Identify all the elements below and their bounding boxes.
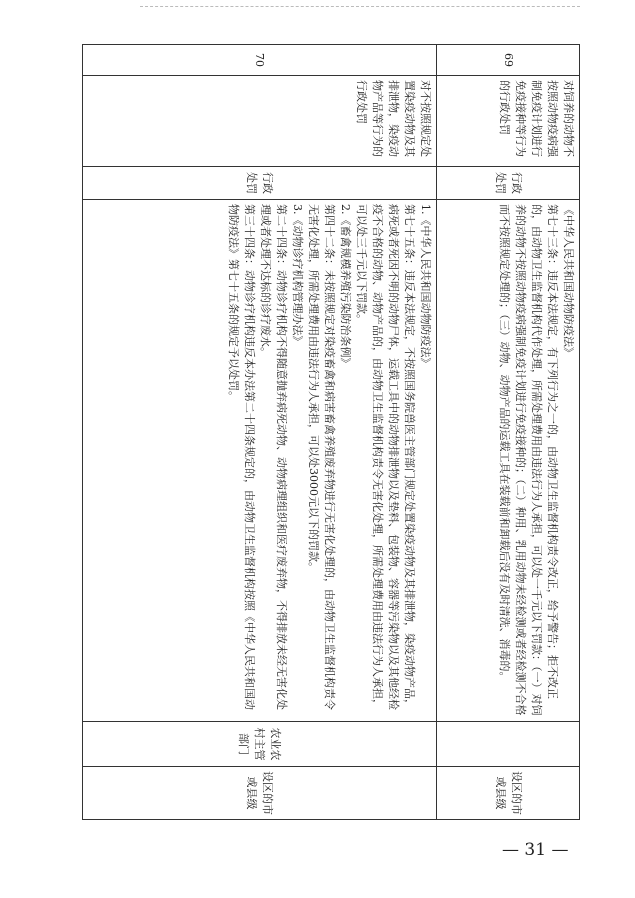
item-type: 行政处罚 [83,167,437,200]
row-number: 70 [83,45,437,76]
basis-line: 3.《动物诊疗机构管理办法》 [290,204,304,347]
legal-basis [83,200,437,722]
level: 设区的市或县级 [436,767,579,820]
item-type: 行政处罚 [436,167,579,200]
item-name: 对不按照规定处置染疫动物及其排泄物，染疫动物产品等行为的行政处罚 [83,76,437,167]
department: 农业农村主管部门 [83,722,437,767]
row-number: 69 [436,45,579,76]
penalty-table [82,44,580,820]
page-number: — 31 — [502,840,569,860]
basis-line: 第三十四条：动物诊疗机构违反本办法第二十四条规定的，由动物卫生监督机构按照《中华人民共和国动物防疫法》第七十五条的规定予以处罚。 [226,204,256,710]
department [436,722,579,767]
basis-line: 第七十三条：违反本法规定，有下列行为之一的，由动物卫生监督机构责令改正，给予警告；拒不改正的，由动物卫生监督机构代作处理，所需处理费用由违法行为人承担，可以处一千元以下罚款：（一）对饲养的动物不按照动物疫病强制免疫计划进行免疫接种的；（二）种用、乳用动物未经检测或者经检测不合格而不按照规定处理的；（三）动物、动物产品的运载工具在装载前和卸载后没有及时清洗、消毒的。 [498,204,559,716]
item-name: 对饲养的动物不按照动物疫病强制免疫计划进行免疫接种等行为的行政处罚 [436,76,579,167]
basis-line: 第四十二条：未按照规定对染疫畜禽和病害畜禽养殖废弃物进行无害化处理的，由动物卫生监督机构责令无害化处理，所需处理费用由违法行为人承担，可以处3000元以下的罚款。 [306,204,336,710]
table-row [436,45,579,820]
level: 设区的市或县级 [83,767,437,820]
rotated-table-wrapper [82,44,580,820]
basis-line: 第七十五条：违反本法规定，不按照国务院兽医主管部门规定处置染疫动物及其排泄物，染疫动物产品，病死或者死因不明的动物尸体，运载工具中的动物排泄物以及垫料、包装物、容器等污染物以及其他经检疫不合格的动物、动物产品的，由动物卫生监督机构责令无害化处理，所需处理费用由违法行为人承担，可以处三千元以下罚款。 [354,204,416,710]
basis-line: 2.《畜禽规模养殖污染防治条例》 [338,204,352,369]
table-row [83,45,437,820]
legal-basis [436,200,579,722]
basis-line: 第二十四条：动物诊疗机构不得随意抛弃病死动物、动物病理组织和医疗废弃物，不得排放未经无害化处理或者处理不达标的诊疗废水。 [258,204,288,710]
basis-line: 《中华人民共和国动物防疫法》 [562,204,575,358]
top-scan-marks [140,6,580,9]
basis-line: 1.《中华人民共和国动物防疫法》 [418,204,432,369]
